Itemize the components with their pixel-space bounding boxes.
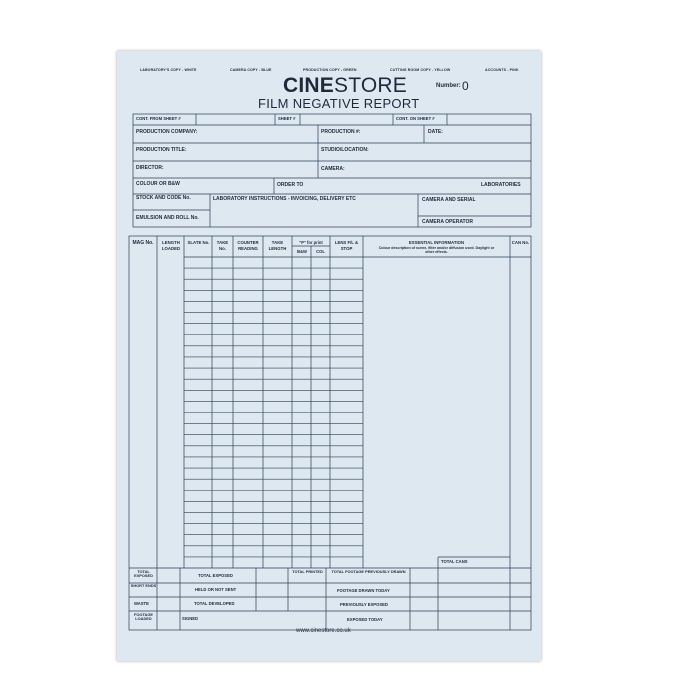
form-title: FILM NEGATIVE REPORT xyxy=(258,96,420,111)
col-take: TAKE No. xyxy=(216,240,229,251)
total-printed-label: TOTAL PRINTED xyxy=(292,569,323,574)
cinestore-logo: CINESTORE xyxy=(283,74,407,97)
total-cans-label: TOTAL CANS xyxy=(441,559,468,564)
cont-from-label: CONT. FROM SHEET # xyxy=(136,116,181,121)
short-ends-label: SHORT ENDS xyxy=(130,583,157,588)
col-col: COL xyxy=(316,249,325,254)
date-label: DATE: xyxy=(428,129,443,135)
previously-exposed-label: PREVIOUSLY EXPOSED xyxy=(340,602,388,607)
camera-operator-label: CAMERA OPERATOR xyxy=(422,219,474,225)
col-p-for-print: "P" for print xyxy=(299,240,323,245)
lab-instructions-label: LABORATORY INSTRUCTIONS - INVOICING, DELIVERY ETC xyxy=(213,196,356,202)
total-exposed-left-label: TOTAL EXPOSED xyxy=(134,569,153,579)
col-lens: LENS F/L & STOP xyxy=(334,240,359,251)
copy-label-production: PRODUCTION COPY - GREEN xyxy=(303,68,357,72)
total-exposed-label: TOTAL EXPOSED xyxy=(198,573,233,578)
production-number-label: PRODUCTION #: xyxy=(321,129,361,135)
studio-location-label: STUDIO/LOCATION: xyxy=(321,147,369,153)
col-bw: B&W xyxy=(297,249,307,254)
laboratories-label: LABORATORIES xyxy=(481,182,521,188)
col-mag: MAG No. xyxy=(132,240,154,246)
col-take-length: TAKE LENGTH xyxy=(268,240,287,251)
sheet-label: SHEET # xyxy=(278,116,296,121)
held-not-sent-label: HELD OR NOT SENT xyxy=(195,587,237,592)
copy-label-cutting: CUTTING ROOM COPY - YELLOW xyxy=(390,68,451,72)
total-developed-label: TOTAL DEVELOPED xyxy=(194,601,235,606)
stock-code-label: STOCK AND CODE No. xyxy=(136,195,191,201)
footage-drawn-today-label: FOOTAGE DRAWN TODAY xyxy=(337,588,390,593)
order-to-label: ORDER TO xyxy=(277,182,304,188)
production-company-label: PRODUCTION COMPANY: xyxy=(136,129,198,135)
camera-label: CAMERA: xyxy=(321,166,345,172)
signed-label: SIGNED xyxy=(182,616,199,621)
colour-bw-label: COLOUR OR B&W xyxy=(136,181,180,187)
website-url: www.cinestore.co.uk xyxy=(296,628,351,634)
number-value: 0 xyxy=(462,79,469,93)
exposed-today-label: EXPOSED TODAY xyxy=(347,617,383,622)
col-essential: ESSENTIAL INFORMATION xyxy=(408,240,465,245)
copy-label-accounts: ACCOUNTS - PINK xyxy=(485,68,519,72)
footage-loaded-label: FOOTAGE LOADED xyxy=(134,612,153,622)
total-footage-previously-label: TOTAL FOOTAGE PREVIOUSLY DRAWN xyxy=(331,569,406,574)
copy-label-lab: LABORATORY'S COPY - WHITE xyxy=(140,68,197,72)
col-counter-reading: COUNTER READING xyxy=(237,240,259,251)
col-length-loaded: LENGTH LOADED xyxy=(161,240,181,251)
director-label: DIRECTOR: xyxy=(136,165,164,171)
copy-label-camera: CAMERA COPY - BLUE xyxy=(230,68,272,72)
emulsion-roll-label: EMULSION AND ROLL No. xyxy=(136,215,199,221)
camera-serial-label: CAMERA AND SERIAL xyxy=(422,197,476,203)
col-essential-note: Colour description of scene, filter and/or diffusion used. Daylight or other effects. xyxy=(378,246,495,255)
col-can: CAN No. xyxy=(511,240,530,245)
production-title-label: PRODUCTION TITLE: xyxy=(136,147,187,153)
waste-label: WASTE xyxy=(134,601,149,606)
cont-on-label: CONT. ON SHEET # xyxy=(396,116,435,121)
number-label: Number: xyxy=(436,83,461,89)
col-slate: SLATE No. xyxy=(187,240,210,245)
